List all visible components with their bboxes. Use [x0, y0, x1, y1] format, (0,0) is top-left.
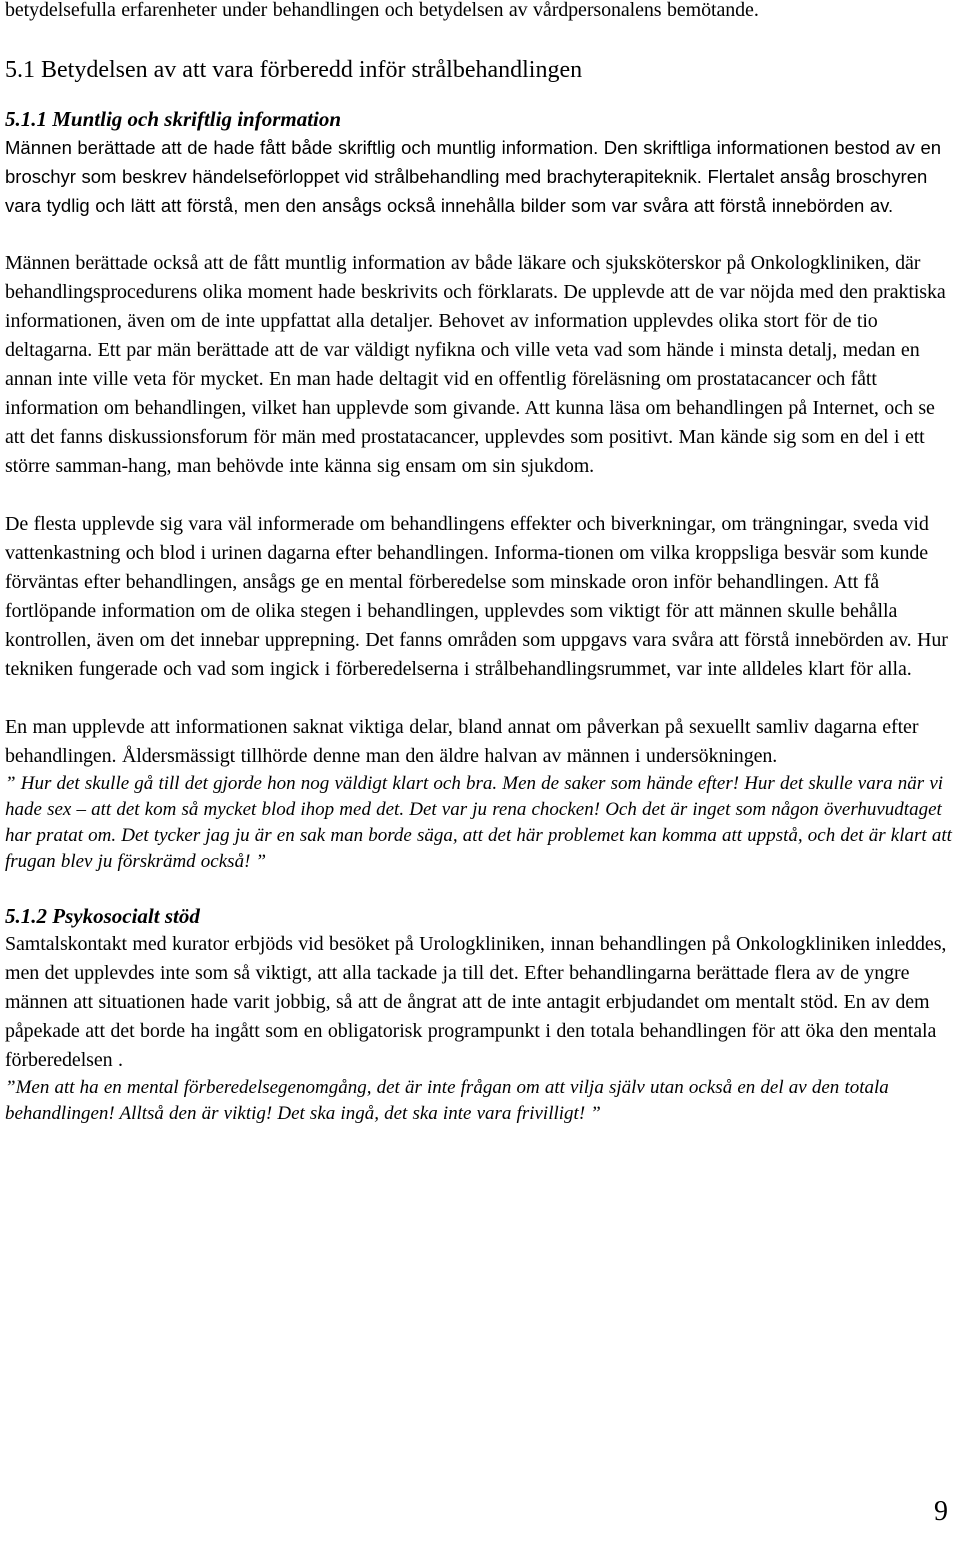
subsection-1-intro-paragraph: Männen berättade att de hade fått både skriftlig och muntlig information. Den skriftliga informationen bestod av en broschyr som beskrev händelseförloppet vid strålbehandling med brachyterapiteknik. Flertalet ansåg broschyren vara tydlig och lätt att förstå, men den ansågs också innehålla bilder som var svåra att förstå innebörden av. [5, 137, 942, 216]
paragraph-2: Männen berättade också att de fått muntlig information av både läkare och sjuksköterskor på Onkologkliniken, där behandlingsprocedurens olika moment hade beskrivits och förklarats. De upplevde att de var nöjda med den praktiska informationen, även om de inte uppfattat alla detaljer. Behovet av information upplevdes olika stort för de tio deltagarna. Ett par män berättade att de var väldigt nyfikna och ville veta vad som hände i minsta detalj, medan en annan inte ville veta för mycket. En man hade deltagit vid en offentlig föreläsning om prostatacancer och fått information om behandlingen, vilket han upplevde som givande. Att kunna läsa om behandlingen på Internet, och se att det fanns diskussionsforum för män med prostatacancer, upplevdes som positivt. Man kände sig som en del i ett större samman-hang, man behövde inte känna sig ensam om sin sjukdom. [5, 252, 946, 477]
paragraph-5: Samtalskontakt med kurator erbjöds vid besöket på Urologkliniken, innan behandlingen på Onkologkliniken inleddes, men det upplevdes inte som så viktigt, att alla tackade ja till det. Efter behandlingarna berättade flera av de yngre männen att situationen hade varit jobbig, så att de ångrat att de inte antagit erbjudandet om mentalt stöd. En av dem påpekade att det borde ha ingått som en obligatorisk programpunkt i den totala behandlingen för att öka den mentala förberedelsen . [5, 933, 947, 1071]
section-heading: 5.1 Betydelsen av att vara förberedd inför strålbehandlingen [5, 57, 583, 83]
quote-2: ”Men att ha en mental förberedelsegenomgång, det är inte frågan om att vilja själv utan också en del av den totala behandlingen! Alltså den är viktig! Det ska ingå, det ska inte vara frivilligt! ” [5, 1077, 889, 1124]
document-page [5, 0, 953, 1127]
paragraph-4: En man upplevde att informationen saknat viktiga delar, bland annat om påverkan på sexuellt samliv dagarna efter behandlingen. Åldersmässigt tillhörde denne man den äldre halvan av männen i undersökningen. [5, 716, 919, 767]
quote-1: ” Hur det skulle gå till det gjorde hon nog väldigt klart och bra. Men de saker som hände efter! Hur det skulle vara när vi hade sex – att det kom så mycket blod ihop med det. Det var ju rena chocken! Och det är inget som någon överhuvudtaget har pratat om. Det tycker jag ju är en sak man borde säga, att det här problemet kan komma att uppstå, och det är klart att frugan blev ju förskrämd också! ” [5, 773, 952, 872]
subsection-2-heading: 5.1.2 Psykosocialt stöd [5, 904, 200, 928]
intro-continuation-paragraph: betydelsefulla erfarenheter under behandlingen och betydelsen av vårdpersonalens bemötande. [5, 0, 759, 21]
paragraph-3: De flesta upplevde sig vara väl informerade om behandlingens effekter och biverkningar, om trängningar, sveda vid vattenkastning och blod i urinen dagarna efter behandlingen. Informa-tionen om vilka kroppsliga besvär som kunde förväntas efter behandlingen, ansågs ge en mental förberedelse som minskade oron inför behandlingen. Att få fortlöpande information om de olika stegen i behandlingen, upplevdes som viktigt för att männen skulle behålla kontrollen, även om det innebar upprepning. Det fanns områden som uppgavs vara svåra att förstå innebörden av. Hur tekniken fungerade och vad som ingick i förberedelserna i strålbehandlingsrummet, var inte alldeles klart för alla. [5, 513, 948, 680]
subsection-1-heading: 5.1.1 Muntlig och skriftlig information [5, 107, 342, 131]
page-number: 9 [934, 1496, 948, 1527]
